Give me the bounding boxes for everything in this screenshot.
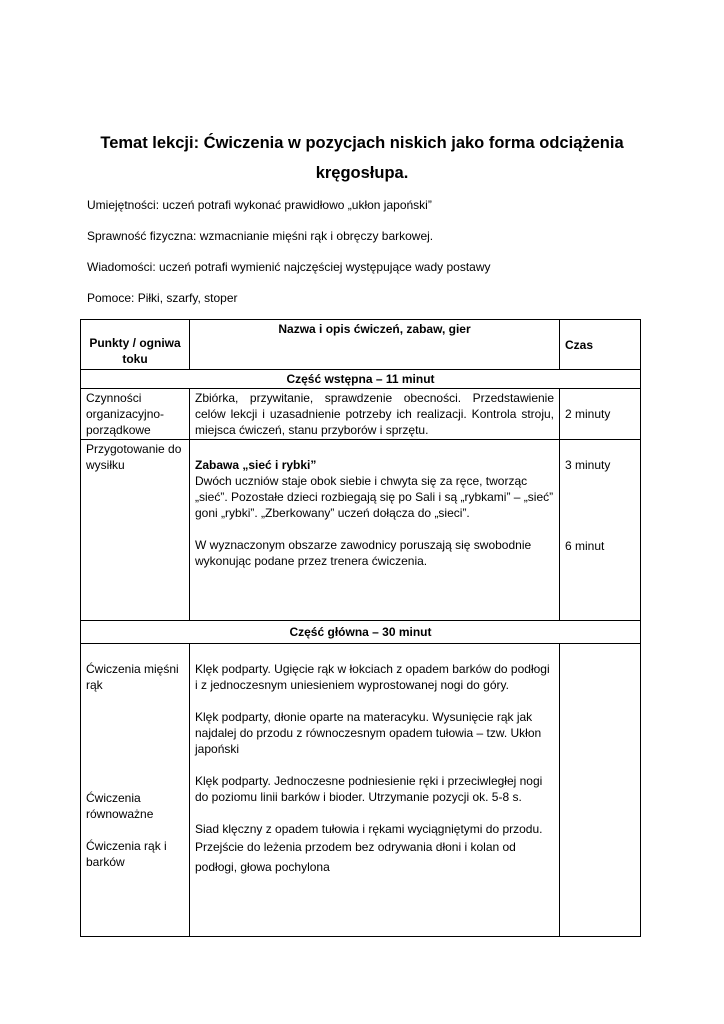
exercise-4: Siad klęczny z opadem tułowia i rękami wyciągniętymi do przodu.	[195, 822, 543, 836]
row-description	[190, 644, 560, 937]
lesson-title	[80, 128, 644, 188]
row-point: Czynności organizacyjno-porządkowe	[81, 389, 190, 440]
knowledge-text: Wiadomości: uczeń potrafi wymienić najczęściej występujące wady postawy	[87, 260, 491, 274]
lesson-plan-table	[80, 319, 641, 937]
point-arm-muscles: Ćwiczenia mięśni rąk	[86, 662, 179, 692]
table-row	[81, 644, 641, 937]
section-main: Część główna – 30 minut	[81, 621, 641, 644]
fitness-text: Sprawność fizyczna: wzmacnianie mięśni rąk i obręczy barkowej.	[87, 229, 434, 243]
time-game: 3 minuty	[565, 458, 611, 472]
game-description: Dwóch uczniów staje obok siebie i chwyta się za ręce, tworząc „sieć”. Pozostałe dzieci rozbiegają się po Sali i są „rybkami” – „sieć” goni „rybki”. „Zberkowany” uczeń dołącza do „sieci”.	[195, 474, 554, 520]
exercise-2: Klęk podparty, dłonie oparte na materacyku. Wysunięcie rąk jak najdalej do przodu z równoczesnym opadem tułowia – tzw. Ukłon japoński	[195, 710, 542, 756]
title-line-1: Temat lekcji: Ćwiczenia w pozycjach niskich jako forma odciążenia	[100, 134, 624, 152]
row-time	[560, 440, 641, 621]
title-line-2: kręgosłupa.	[315, 164, 409, 182]
free-movement-description: W wyznaczonym obszarze zawodnicy poruszają się swobodnie wykonując podane przez trenera ćwiczenia.	[195, 538, 532, 568]
exercise-3: Klęk podparty. Jednoczesne podniesienie ręki i przeciwległej nogi do poziomu linii barków i bioder. Utrzymanie pozycji ok. 5-8 s.	[195, 774, 543, 804]
exercise-1: Klęk podparty. Ugięcie rąk w łokciach z opadem barków do podłogi i z jednoczesnym uniesieniem wyprostowanej nogi do góry.	[195, 662, 550, 692]
exercise-5: Przejście do leżenia przodem bez odrywania dłoni i kolan od podłogi, głowa pochylona	[195, 840, 516, 874]
row-time: 2 minuty	[560, 389, 641, 440]
header-points: Punkty / ogniwa toku	[81, 320, 190, 370]
game-title: Zabawa „sieć i rybki”	[195, 458, 317, 472]
table-row	[81, 440, 641, 621]
section-intro: Część wstępna – 11 minut	[81, 370, 641, 389]
header-row	[81, 320, 641, 370]
table-row	[81, 389, 641, 440]
section-main-row	[81, 621, 641, 644]
row-description: Zbiórka, przywitanie, sprawdzenie obecności. Przedstawienie celów lekcji i uzasadnienie potrzeby ich realizacji. Kontrola stroju, miejsca ćwiczeń, stanu przyborów i sprzętu.	[190, 389, 560, 440]
header-description: Nazwa i opis ćwiczeń, zabaw, gier	[190, 320, 560, 370]
header-time: Czas	[560, 320, 641, 370]
row-point: Przygotowanie do wysiłku	[81, 440, 190, 621]
section-intro-row	[81, 370, 641, 389]
time-free: 6 minut	[565, 539, 605, 553]
row-point	[81, 644, 190, 937]
point-balance: Ćwiczenia równoważne	[86, 791, 154, 821]
point-arms-shoulders: Ćwiczenia rąk i barków	[86, 839, 167, 869]
row-description	[190, 440, 560, 621]
aids-text: Pomoce: Piłki, szarfy, stoper	[87, 291, 238, 305]
skills-text: Umiejętności: uczeń potrafi wykonać prawidłowo „ukłon japoński”	[87, 198, 432, 212]
row-time	[560, 644, 641, 937]
